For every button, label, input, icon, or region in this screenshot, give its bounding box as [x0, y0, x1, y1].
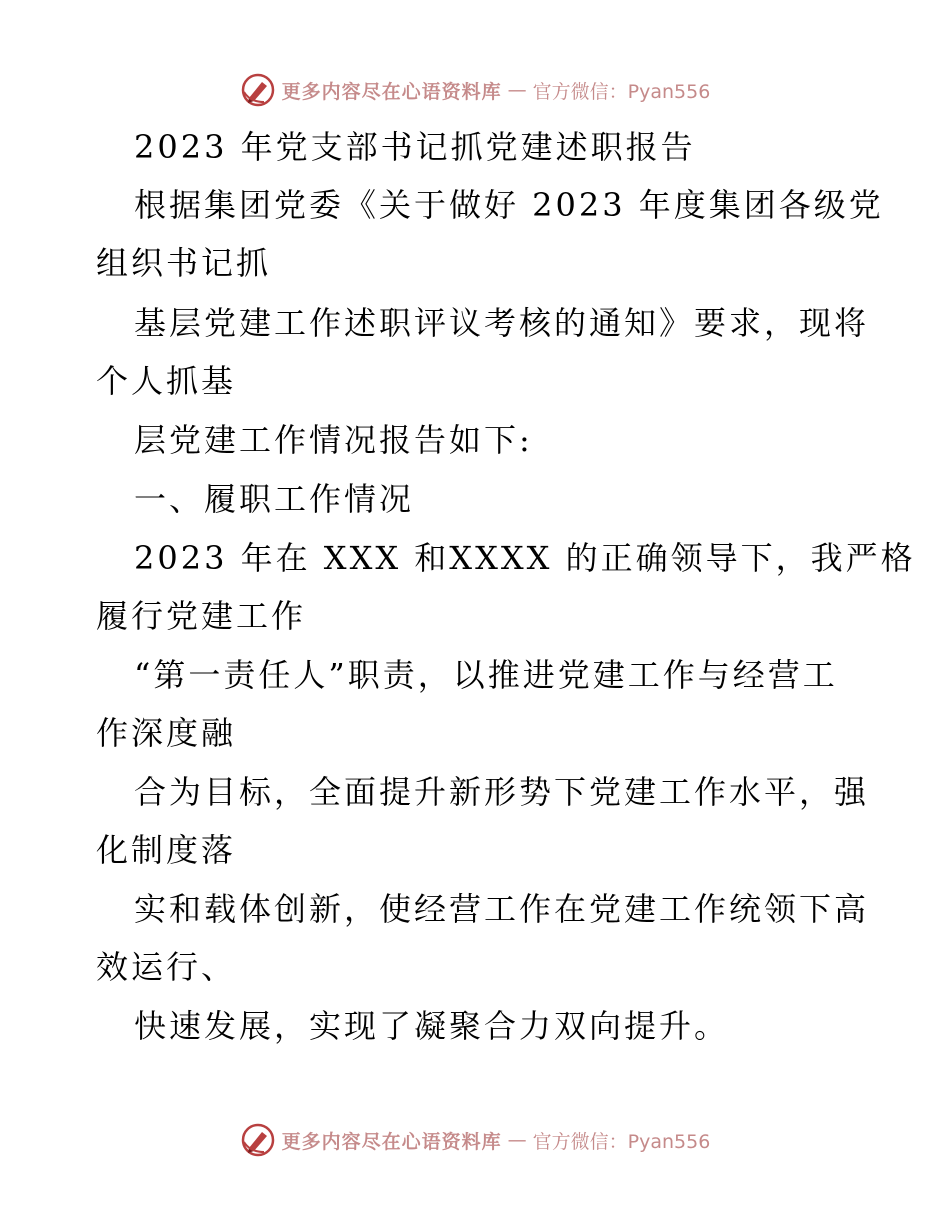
section-heading: 一、履职工作情况 — [134, 480, 415, 518]
watermark-separator: — — [507, 79, 527, 101]
watermark-text: 更多内容尽在心语资料库 — [281, 80, 502, 103]
paragraph-line: 基层党建工作述职评议考核的通知》要求，现将 — [134, 304, 870, 342]
paragraph-line: 个人抓基 — [96, 362, 237, 400]
watermark-contact: 官方微信：Pyan556 — [532, 80, 711, 103]
paragraph-line: 2023 年在 XXX 和XXXX 的正确领导下，我严格 — [134, 539, 916, 577]
paragraph-line: 实和载体创新，使经营工作在党建工作统领下高 — [134, 890, 870, 928]
paragraph-line: 效运行、 — [96, 948, 237, 986]
paragraph-line: 作深度融 — [96, 714, 237, 752]
paragraph-line: 化制度落 — [96, 831, 237, 869]
watermark-contact: 官方微信：Pyan556 — [532, 1130, 711, 1153]
paragraph-line: 合为目标，全面提升新形势下党建工作水平，强 — [134, 773, 870, 811]
paragraph-line: 根据集团党委《关于做好 2023 年度集团各级党 — [134, 186, 884, 224]
paragraph-line: “第一责任人”职责，以推进党建工作与经营工 — [134, 656, 838, 694]
footer-watermark-banner — [0, 1118, 950, 1162]
pen-logo-icon — [240, 1122, 276, 1158]
paragraph-line: 层党建工作情况报告如下: — [134, 421, 533, 459]
paragraph-line: 履行党建工作 — [96, 597, 307, 635]
paragraph-line: 快速发展，实现了凝聚合力双向提升。 — [134, 1007, 730, 1045]
watermark-separator: — — [507, 1129, 527, 1151]
document-title: 2023 年党支部书记抓党建述职报告 — [134, 128, 696, 166]
watermark-text: 更多内容尽在心语资料库 — [281, 1130, 502, 1153]
header-watermark-banner — [0, 68, 950, 112]
pen-logo-icon — [240, 72, 276, 108]
paragraph-line: 组织书记抓 — [96, 244, 272, 282]
